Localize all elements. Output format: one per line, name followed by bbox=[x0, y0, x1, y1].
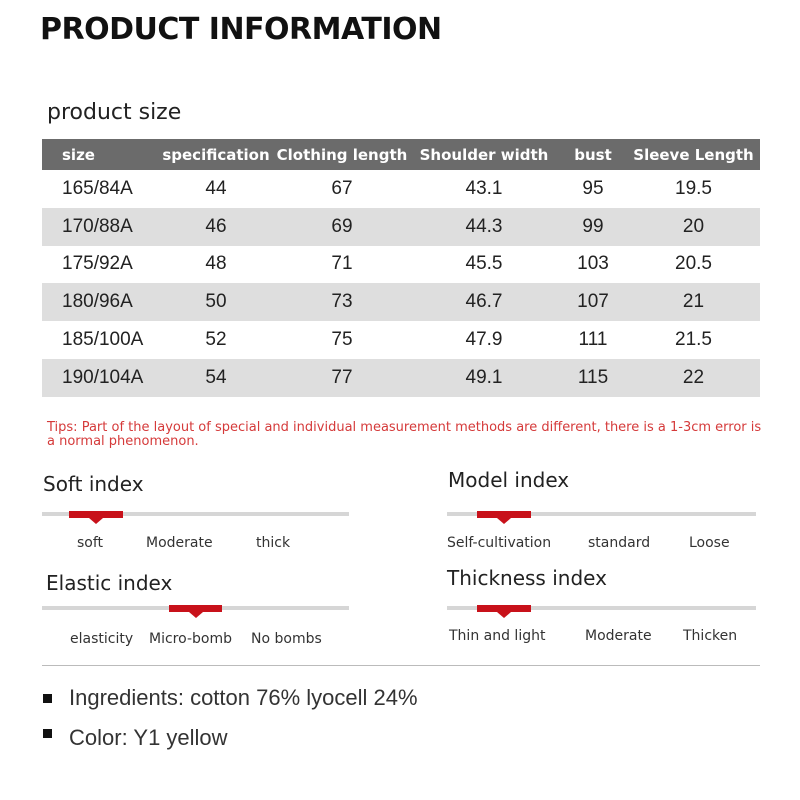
thickness-option-thicken: Thicken bbox=[683, 628, 738, 644]
table-cell: 170/88A bbox=[42, 208, 157, 246]
table-cell: 19.5 bbox=[675, 177, 712, 199]
table-cell: 111 bbox=[578, 329, 608, 351]
soft-index-title: Soft index bbox=[43, 472, 144, 496]
soft-index-marker bbox=[69, 511, 123, 518]
bullet-icon bbox=[43, 729, 52, 738]
ingredients-line: Ingredients: cotton 76% lyocell 24% bbox=[69, 685, 418, 710]
table-cell: 54 bbox=[157, 359, 275, 397]
elastic-option-elasticity: elasticity bbox=[70, 631, 134, 647]
thickness-option-moderate: Moderate bbox=[585, 628, 652, 644]
table-cell: 165/84A bbox=[62, 177, 133, 199]
section-divider bbox=[42, 665, 760, 666]
table-row bbox=[42, 359, 760, 397]
table-header-row bbox=[42, 139, 760, 170]
model-option-standard: standard bbox=[588, 535, 651, 551]
section-label-product-size: product size bbox=[47, 100, 182, 125]
color-line: Color: Y1 yellow bbox=[69, 725, 228, 750]
table-cell: 46 bbox=[157, 208, 275, 246]
table-cell: 77 bbox=[275, 359, 409, 397]
elastic-option-no-bombs: No bombs bbox=[251, 631, 322, 647]
table-cell: 107 bbox=[559, 283, 627, 321]
soft-option-moderate: Moderate bbox=[146, 535, 213, 551]
table-cell: 52 bbox=[205, 329, 227, 351]
table-cell: 46.7 bbox=[409, 283, 559, 321]
table-cell: 175/92A bbox=[62, 253, 133, 275]
table-cell: 99 bbox=[559, 208, 627, 246]
table-cell: 180/96A bbox=[42, 283, 157, 321]
table-row bbox=[42, 208, 760, 246]
page-title: PRODUCT INFORMATION bbox=[40, 12, 442, 47]
table-cell: 47.9 bbox=[465, 329, 503, 351]
thickness-index-title: Thickness index bbox=[447, 566, 607, 590]
table-row bbox=[42, 170, 760, 208]
table-cell: 48 bbox=[205, 253, 227, 275]
thickness-option-thin-and-light: Thin and light bbox=[449, 628, 546, 644]
table-cell: 69 bbox=[275, 208, 409, 246]
table-cell: 103 bbox=[577, 253, 609, 275]
table-cell: 95 bbox=[582, 177, 604, 199]
table-cell: 75 bbox=[331, 329, 353, 351]
table-row bbox=[42, 283, 760, 321]
table-cell: 50 bbox=[157, 283, 275, 321]
table-cell: 49.1 bbox=[409, 359, 559, 397]
model-option-self-cultivation: Self-cultivation bbox=[447, 535, 552, 551]
table-cell: 115 bbox=[559, 359, 627, 397]
table-cell: 43.1 bbox=[465, 177, 503, 199]
column-header-shoulder-width: Shoulder width bbox=[409, 139, 559, 170]
table-cell: 20 bbox=[627, 208, 760, 246]
column-header-clothing-length: Clothing length bbox=[275, 139, 409, 170]
table-cell: 44.3 bbox=[409, 208, 559, 246]
table-cell: 22 bbox=[627, 359, 760, 397]
bullet-icon bbox=[43, 694, 52, 703]
table-cell: 20.5 bbox=[675, 253, 712, 275]
elastic-index-title: Elastic index bbox=[46, 571, 173, 595]
table-cell: 45.5 bbox=[465, 253, 503, 275]
column-header-specification: specification bbox=[157, 139, 275, 170]
elastic-option-micro-bomb: Micro-bomb bbox=[149, 631, 232, 647]
column-header-bust: bust bbox=[559, 139, 627, 170]
table-row bbox=[42, 321, 760, 359]
model-index-marker bbox=[477, 511, 531, 518]
soft-option-thick: thick bbox=[256, 535, 291, 551]
measurement-tips: Tips: Part of the layout of special and individual measurement methods are different, there is a 1-3cm error is a normal phenomenon. bbox=[47, 420, 762, 449]
size-table bbox=[42, 139, 760, 397]
thickness-index-marker bbox=[477, 605, 531, 612]
table-cell: 67 bbox=[331, 177, 353, 199]
soft-option-soft: soft bbox=[77, 535, 104, 551]
table-cell: 73 bbox=[275, 283, 409, 321]
table-cell: 44 bbox=[205, 177, 227, 199]
column-header-sleeve-length: Sleeve Length bbox=[627, 139, 760, 170]
column-header-size: size bbox=[42, 139, 157, 170]
table-cell: 21.5 bbox=[675, 329, 712, 351]
table-cell: 21 bbox=[627, 283, 760, 321]
table-cell: 71 bbox=[331, 253, 353, 275]
table-cell: 190/104A bbox=[42, 359, 157, 397]
model-index-title: Model index bbox=[448, 468, 570, 492]
table-row bbox=[42, 246, 760, 284]
model-option-loose: Loose bbox=[689, 535, 730, 551]
table-cell: 185/100A bbox=[62, 329, 144, 351]
elastic-index-marker bbox=[169, 605, 222, 612]
